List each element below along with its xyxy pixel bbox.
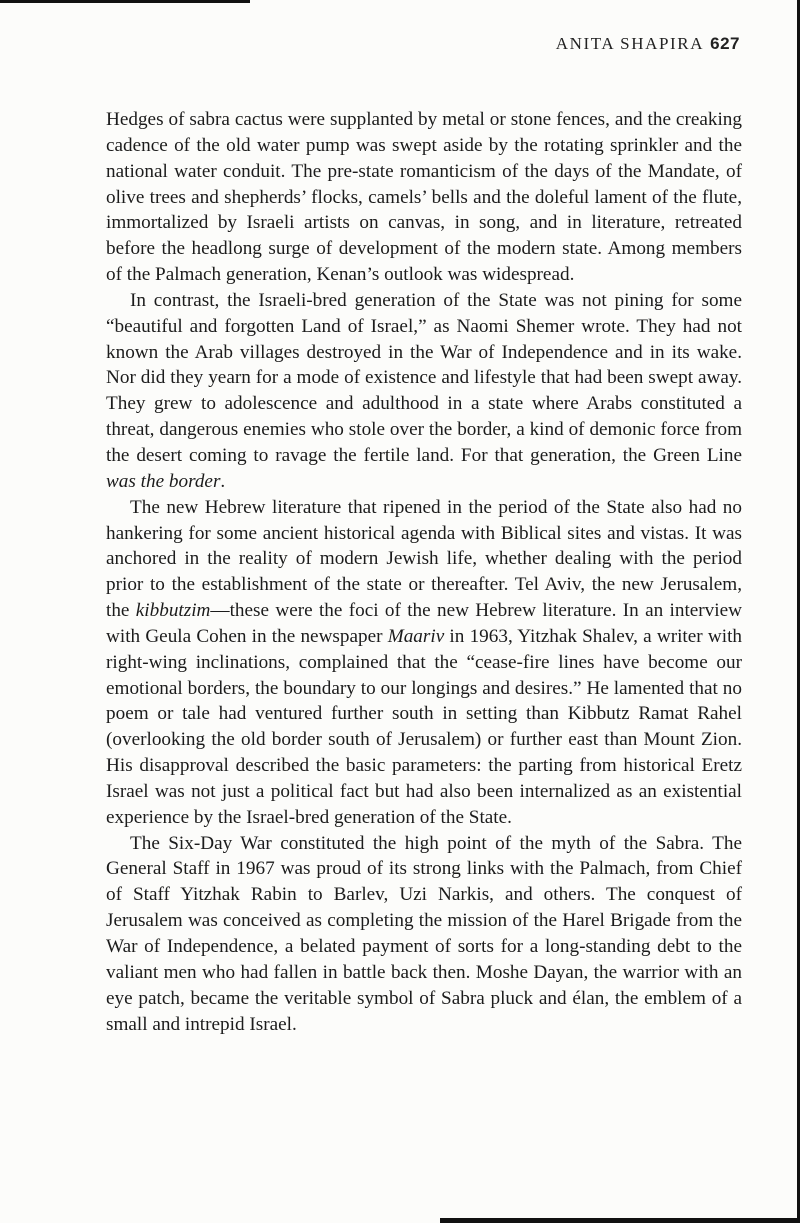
running-title: ANITA SHAPIRA: [555, 34, 705, 53]
scan-edge-bottom: [440, 1218, 800, 1223]
text-run: In contrast, the Israeli-bred generation of the State was not pining for some “beautiful and forgotten Land of Israel,” as Naomi Shemer wrote. They had not known the Arab villages destroyed in the War of Independence and in its wake. Nor did they yearn for a mode of existence and lifestyle that had been swept away. They grew to adolescence and adulthood in a state where Arabs constituted a threat, dangerous enemies who stole over the border, a kind of demonic force from the desert coming to ravage the fertile land. For that generation, the Green Line: [106, 289, 742, 466]
scan-edge-top: [0, 0, 250, 3]
text-run: .: [220, 470, 226, 492]
page-number: 627: [710, 34, 740, 53]
body-text: [106, 107, 742, 1037]
text-run: The Six-Day War constituted the high point of the myth of the Sabra. The General Staff in 1967 was proud of its strong links with the Palmach, from Chief of Staff Yitzhak Rabin to Barlev, Uzi Narkis, and others. The conquest of Jerusalem was conceived as completing the mission of the Harel Brigade from the War of Independence, a belated payment of sorts for a long-standing debt to the valiant men who had fallen in battle back then. Moshe Dayan, the warrior with an eye patch, became the veritable symbol of Sabra pluck and élan, the emblem of a small and intrepid Israel.: [106, 832, 742, 1035]
text-run: in 1963, Yitzhak Shalev, a writer with right-wing inclinations, complained that the “cease-fire lines have become our emotional borders, the boundary to our longings and desires.” He lamented that no poem or tale had ventured further south in setting than Kibbutz Ramat Rahel (overlooking the old border south of Jerusalem) or further east than Mount Zion. His disapproval described the basic parameters: the parting from historical Eretz Israel was not just a political fact but had also been internalized as an existential experience by the Israel-bred generation of the State.: [106, 625, 742, 828]
text-run: —these were the foci of the new Hebrew literature. In an interview with Geula Cohen in the newspaper: [106, 600, 742, 647]
italic-run: kibbutzim: [135, 600, 211, 622]
text-run: Hedges of sabra cactus were supplanted by metal or stone fences, and the creaking cadence of the old water pump was swept aside by the rotating sprinkler and the national water conduit. The pre-state romanticism of the days of the Mandate, of olive trees and shepherds’ flocks, camels’ bells and the doleful lament of the flute, immortalized by Israeli artists on canvas, in song, and in literature, retreated before the headlong surge of development of the modern state. Among members of the Palmach generation, Kenan’s outlook was widespread.: [106, 109, 742, 286]
running-head: [556, 34, 740, 54]
italic-run: Maariv: [387, 625, 445, 647]
paragraph-4: [106, 831, 742, 1038]
text-run: The new Hebrew literature that ripened in the period of the State also had no hankering for some ancient historical agenda with Biblical sites and vistas. It was anchored in the reality of modern Jewish life, whether dealing with the period prior to the establishment of the state or thereafter. Tel Aviv, the new Jerusalem, the: [106, 496, 742, 622]
paragraph-3: [106, 495, 742, 831]
paragraph-1: [106, 107, 742, 288]
italic-run: was the border: [106, 470, 221, 492]
paragraph-2: [106, 288, 742, 495]
